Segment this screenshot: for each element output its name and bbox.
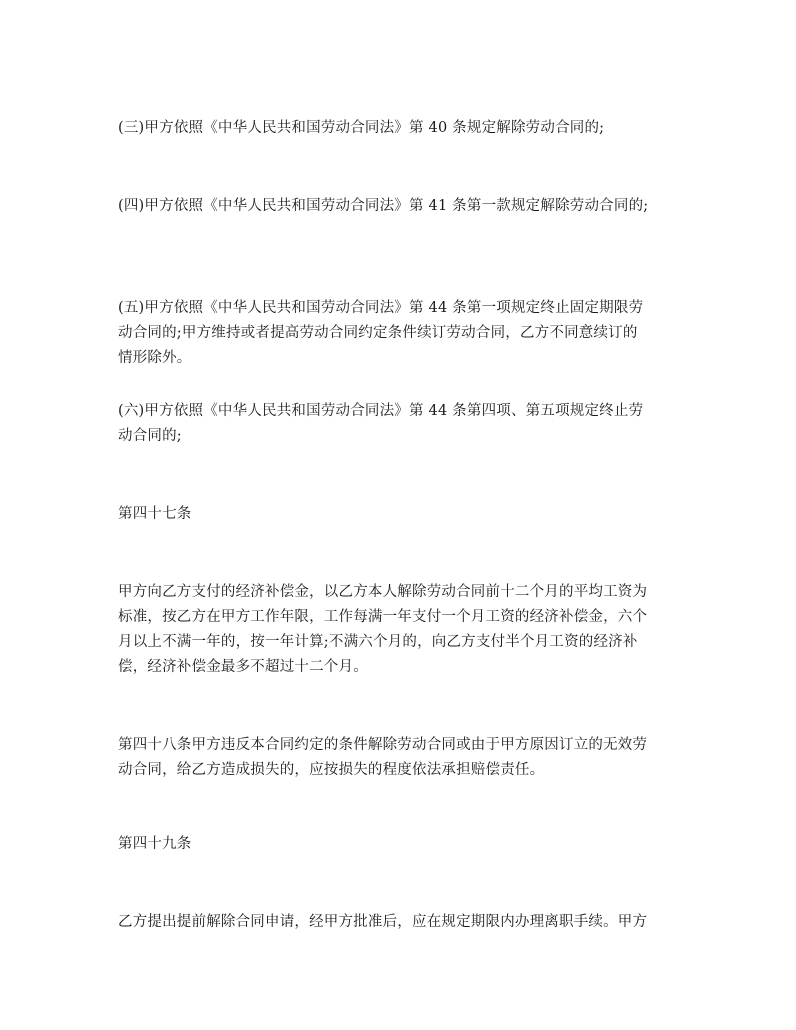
text-line: 乙方提出提前解除合同申请，经甲方批准后，应在规定期限内办理离职手续。甲方 <box>118 914 648 930</box>
text-line: 偿，经济补偿金最多不超过十二个月。 <box>118 659 368 675</box>
text-line: 第四十八条甲方违反本合同约定的条件解除劳动合同或由于甲方原因订立的无效劳 <box>118 737 648 753</box>
text-line: (四)甲方依照《中华人民共和国劳动合同法》第 41 条第一款规定解除劳动合同的; <box>118 198 649 214</box>
text-line: (三)甲方依照《中华人民共和国劳动合同法》第 40 条规定解除劳动合同的; <box>118 120 605 136</box>
text-line: 月以上不满一年的，按一年计算;不满六个月的，向乙方支付半个月工资的经济补 <box>118 634 638 650</box>
text-line: 第四十七条 <box>118 506 192 522</box>
paragraph-clause-6 <box>118 399 684 449</box>
text-line: (六)甲方依照《中华人民共和国劳动合同法》第 44 条第四项、第五项规定终止劳 <box>118 403 644 419</box>
paragraph-article-48 <box>118 733 684 783</box>
text-line: 情形除外。 <box>118 350 192 366</box>
paragraph-clause-4 <box>118 194 684 219</box>
paragraph-article-47 <box>118 580 684 680</box>
text-line: 甲方向乙方支付的经济补偿金，以乙方本人解除劳动合同前十二个月的平均工资为 <box>118 584 648 600</box>
text-line: 动合同的; <box>118 428 182 444</box>
text-line: 动合同的;甲方维持或者提高劳动合同约定条件续订劳动合同，乙方不同意续订的 <box>118 325 638 341</box>
text-line: 标准，按乙方在甲方工作年限，工作每满一年支付一个月工资的经济补偿金，六个 <box>118 609 648 625</box>
paragraph-clause-5 <box>118 296 684 371</box>
article-47-heading <box>118 502 684 527</box>
paragraph-article-49 <box>118 910 684 935</box>
article-49-heading <box>118 832 684 857</box>
text-line: (五)甲方依照《中华人民共和国劳动合同法》第 44 条第一项规定终止固定期限劳 <box>118 300 644 316</box>
text-line: 动合同，给乙方造成损失的，应按损失的程度依法承担赔偿责任。 <box>118 762 545 778</box>
text-line: 第四十九条 <box>118 836 192 852</box>
paragraph-clause-3 <box>118 116 684 141</box>
